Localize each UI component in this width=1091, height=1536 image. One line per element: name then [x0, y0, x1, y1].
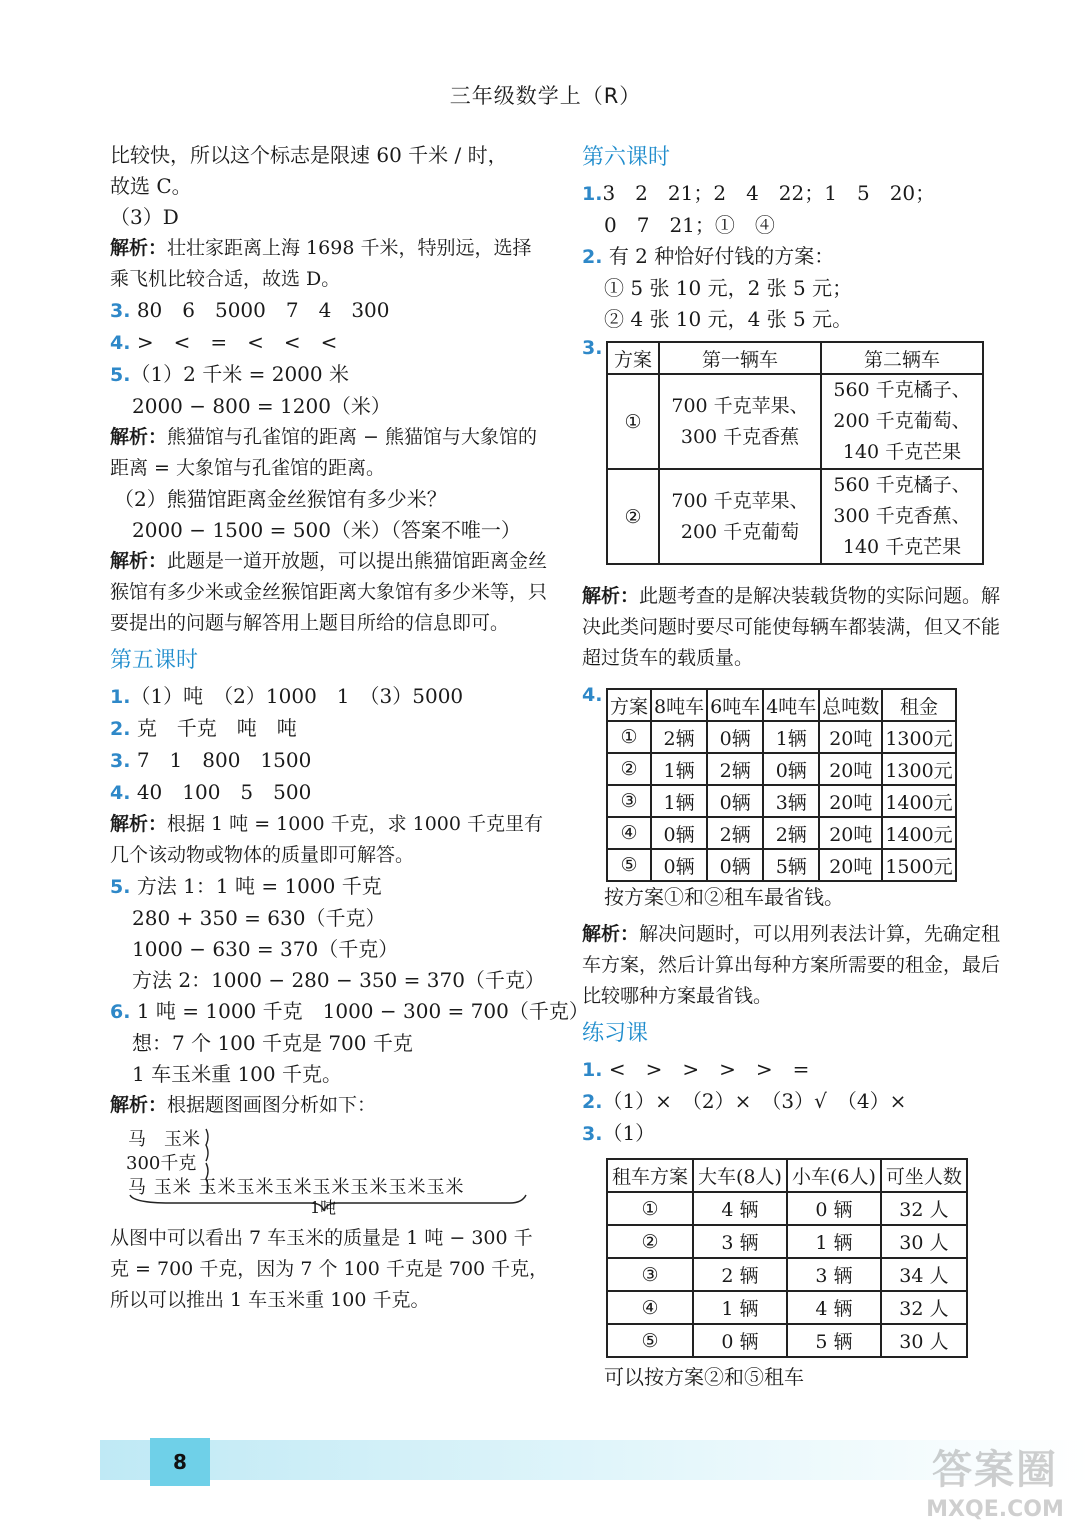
table-cell: 0 辆	[693, 1324, 787, 1357]
analysis-text: 此题考查的是解决装载货物的实际问题。解决此类问题时要尽可能使每辆车都装满，但又不能超过货车的载质量。	[582, 585, 1001, 669]
table-cell: ⑤	[607, 849, 651, 881]
table-cell: 32 人	[881, 1291, 967, 1324]
analysis-label: 解析：	[110, 426, 168, 448]
question-number: 6.	[110, 1001, 131, 1023]
table-header: 8吨车	[651, 689, 707, 721]
diagram-mid-label: 300千克	[126, 1153, 197, 1174]
analysis-text: 熊猫馆与孔雀馆的距离 − 熊猫馆与大象馆的距离 = 大象馆与孔雀馆的距离。	[110, 426, 538, 479]
table-cell: 2辆	[707, 817, 763, 849]
table-row	[607, 785, 956, 817]
table-header: 大车(8人)	[693, 1159, 787, 1192]
table-cell: 1 辆	[787, 1225, 881, 1258]
answer-line	[110, 713, 550, 745]
table-row	[607, 721, 956, 753]
table-cell: ②	[607, 753, 651, 785]
table-cell: 0 辆	[787, 1192, 881, 1225]
cell-line: 700 千克苹果、	[671, 489, 809, 512]
loading-plan-table	[606, 341, 984, 565]
answer-line: 方法 2：1000 − 280 − 350 = 370（千克）	[132, 968, 545, 992]
answer-text: （1）吨 （2）1000 1 （3）5000	[130, 684, 464, 708]
watermark-text: 答案圈	[932, 1447, 1058, 1493]
table-cell: 1500元	[882, 849, 955, 881]
table-row	[607, 753, 956, 785]
answer-text: 3 2 21；2 4 22；1 5 20；	[602, 181, 936, 205]
analysis-label: 解析：	[110, 813, 168, 835]
table-cell: 30 人	[881, 1324, 967, 1357]
table-header: 租车方案	[607, 1159, 693, 1192]
table-cell: ①	[607, 721, 651, 753]
table-cell: 20吨	[819, 817, 882, 849]
analysis-label: 解析：	[110, 550, 168, 572]
answer-line	[110, 745, 550, 777]
table-header: 小车(6人)	[787, 1159, 881, 1192]
question-number: 1.	[582, 1059, 603, 1081]
table-row	[607, 374, 983, 469]
table-cell: ⑤	[607, 1324, 693, 1357]
table-cell: 0辆	[707, 785, 763, 817]
table-cell: 4 辆	[693, 1192, 787, 1225]
table-block	[582, 1158, 1002, 1358]
answer-line: （2）熊猫馆距离金丝猴馆有多少米？	[114, 487, 447, 511]
page-header: 三年级数学上（R）	[449, 84, 642, 108]
answer-line	[582, 1054, 1002, 1086]
table-header: 总吨数	[819, 689, 882, 721]
question-number: 4.	[110, 332, 131, 354]
cell-line: 300 千克香蕉	[680, 425, 800, 448]
answer-line	[582, 1118, 1002, 1150]
table-row	[607, 817, 956, 849]
analysis-text: 解决问题时，可以用列表法计算，先确定租车方案，然后计算出每种方案所需要的租金，最后比较哪种方案最省钱。	[582, 923, 1001, 1007]
question-number: 2.	[582, 246, 603, 268]
table-row	[607, 1192, 967, 1225]
answer-line: 2000 − 1500 = 500（米）（答案不唯一）	[132, 518, 521, 542]
table-header: 租金	[882, 689, 955, 721]
question-number: 2.	[110, 718, 131, 740]
question-number: 1.	[582, 183, 603, 205]
answer-line: 1000 − 630 = 370（千克）	[132, 937, 399, 961]
answer-text: 7 1 800 1500	[136, 748, 312, 772]
analysis-label: 解析：	[110, 237, 168, 259]
answer-line	[110, 777, 550, 809]
table-cell: 1辆	[651, 785, 707, 817]
table-header: 第二辆车	[821, 342, 983, 374]
cell-line: 300 千克香蕉、	[833, 505, 971, 527]
table-block	[582, 684, 1002, 882]
table-row	[607, 849, 956, 881]
answer-text: （1）× （2）× （3）√ （4）×	[602, 1089, 907, 1113]
text-line: 从图中可以看出 7 车玉米的质量是 1 吨 − 300 千克 = 700 千克，因为 7 个 100 千克是 700 千克，所以可以推出 1 车玉米重 100 千克。	[110, 1227, 549, 1311]
table-cell: ④	[607, 1291, 693, 1324]
right-column	[582, 140, 1002, 1393]
analysis-block	[110, 422, 550, 484]
table-row	[607, 1324, 967, 1357]
analysis-text: 根据 1 吨 = 1000 千克，求 1000 千克里有几个该动物或物体的质量即可解答。	[110, 813, 544, 866]
table-cell: ③	[607, 1258, 693, 1291]
answer-text: 40 100 5 500	[136, 780, 312, 804]
answer-text: > < = < < <	[136, 330, 338, 354]
question-number: 3.	[582, 337, 603, 359]
analysis-block	[110, 1090, 550, 1121]
left-column	[110, 140, 589, 1316]
answer-line: 1 车玉米重 100 千克。	[132, 1062, 342, 1086]
section-title: 第六课时	[582, 145, 671, 170]
question-number: 5.	[110, 876, 131, 898]
answer-line: 想：7 个 100 千克是 700 千克	[132, 1031, 413, 1055]
table-header: 可坐人数	[881, 1159, 967, 1192]
analysis-block	[582, 581, 1002, 674]
table-cell: 1300元	[882, 753, 955, 785]
table-cell: 3 辆	[787, 1258, 881, 1291]
table-cell: 32 人	[881, 1192, 967, 1225]
cell-line: 560 千克橘子、	[833, 474, 971, 496]
analysis-label: 解析：	[582, 923, 640, 945]
table-cell: ①	[607, 1192, 693, 1225]
answer-line: 按方案①和②租车最省钱。	[604, 885, 844, 909]
cell-line: 140 千克芒果	[842, 536, 962, 558]
table-cell: 2辆	[763, 817, 819, 849]
table-cell: 4 辆	[787, 1291, 881, 1324]
table-cell: 1300元	[882, 721, 955, 753]
table-header-row	[607, 689, 956, 721]
answer-line	[582, 1086, 1002, 1118]
answer-line	[110, 871, 550, 903]
table-cell: ④	[607, 817, 651, 849]
table-cell: ②	[607, 469, 659, 564]
table-cell: 20吨	[819, 785, 882, 817]
answer-text: 方法 1：1 吨 = 1000 千克	[136, 874, 382, 898]
analysis-block	[582, 919, 1002, 1012]
table-header: 6吨车	[707, 689, 763, 721]
answer-line: 280 + 350 = 630（千克）	[132, 906, 386, 930]
table-cell: 3辆	[763, 785, 819, 817]
table-cell	[821, 469, 983, 564]
table-cell: 3 辆	[693, 1225, 787, 1258]
analysis-label: 解析：	[110, 1094, 168, 1116]
analysis-block	[110, 233, 550, 295]
table-cell: 0辆	[707, 721, 763, 753]
table-block	[582, 337, 1002, 565]
table-cell: 0辆	[763, 753, 819, 785]
table-cell: 1 辆	[693, 1291, 787, 1324]
answer-text: 1 吨 = 1000 千克 1000 − 300 = 700（千克）	[136, 999, 589, 1023]
table-header: 方案	[607, 689, 651, 721]
diagram-bottom-label: 马 玉米 玉米玉米玉米玉米玉米玉米玉米	[128, 1177, 465, 1198]
answer-line	[110, 295, 550, 327]
analysis-label: 解析：	[582, 585, 640, 607]
answer-text: 克 千克 吨 吨	[136, 716, 297, 740]
table-cell: ②	[607, 1225, 693, 1258]
section-title: 练习课	[582, 1021, 649, 1046]
cell-line: 700 千克苹果、	[671, 394, 809, 417]
question-number: 4.	[110, 782, 131, 804]
answer-line: 0 7 21；① ④	[604, 213, 775, 237]
diagram-total-label: 1吨	[310, 1198, 337, 1217]
table-header: 方案	[607, 342, 659, 374]
table-row	[607, 1225, 967, 1258]
question-number: 3.	[582, 1123, 603, 1145]
cell-line: 140 千克芒果	[842, 441, 962, 463]
table-header-row	[607, 342, 983, 374]
answer-line	[110, 996, 589, 1028]
table-row	[607, 1258, 967, 1291]
table-cell: 1400元	[882, 817, 955, 849]
table-cell: 1400元	[882, 785, 955, 817]
table-cell: 30 人	[881, 1225, 967, 1258]
analysis-block	[110, 809, 550, 871]
cell-line: 560 千克橘子、	[833, 379, 971, 401]
table-cell	[659, 374, 821, 469]
analysis-text: 壮壮家距离上海 1698 千米，特别远，选择乘飞机比较合适，故选 D。	[110, 237, 532, 290]
table-cell: ③	[607, 785, 651, 817]
analysis-block	[110, 546, 550, 639]
table-cell: ①	[607, 374, 659, 469]
question-number: 2.	[582, 1091, 603, 1113]
line-diagram	[110, 1125, 550, 1215]
truck-rental-table	[606, 688, 957, 882]
answer-line: 可以按方案②和⑤租车	[604, 1365, 804, 1389]
text-line: 故选 C。	[110, 174, 192, 198]
table-cell: 5辆	[763, 849, 819, 881]
table-cell	[659, 469, 821, 564]
analysis-text: 根据题图画图分析如下：	[167, 1094, 377, 1116]
watermark-logo	[905, 1445, 1085, 1535]
answer-line	[110, 359, 550, 391]
cell-line: 200 千克葡萄、	[833, 410, 971, 432]
table-cell: 2 辆	[693, 1258, 787, 1291]
table-cell: 1辆	[651, 753, 707, 785]
table-header: 4吨车	[763, 689, 819, 721]
table-cell: 5 辆	[787, 1324, 881, 1357]
table-cell: 0辆	[707, 849, 763, 881]
table-cell: 1辆	[763, 721, 819, 753]
table-cell: 20吨	[819, 721, 882, 753]
table-cell: 2辆	[651, 721, 707, 753]
answer-line: 2000 − 800 = 1200（米）	[132, 394, 391, 418]
diagram-top-label: 马 玉米	[128, 1129, 200, 1150]
text-line: （3）D	[110, 205, 179, 229]
question-number: 3.	[110, 750, 131, 772]
answer-line: ① 5 张 10 元，2 张 5 元；	[604, 276, 853, 300]
text-line: 比较快，所以这个标志是限速 60 千米 / 时，	[110, 143, 508, 167]
section-title: 第五课时	[110, 648, 199, 673]
table-header-row	[607, 1159, 967, 1192]
question-number: 1.	[110, 686, 131, 708]
answer-line	[110, 327, 550, 359]
bus-rental-table	[606, 1158, 968, 1358]
answer-text: 有 2 种恰好付钱的方案：	[608, 244, 835, 268]
question-number: 4.	[582, 684, 603, 706]
table-cell: 20吨	[819, 753, 882, 785]
answer-line	[582, 178, 1002, 210]
watermark-url: MXQE.COM	[926, 1497, 1064, 1522]
table-row	[607, 1291, 967, 1324]
question-number: 5.	[110, 364, 131, 386]
answer-text: < > > > > =	[608, 1057, 810, 1081]
cell-line: 200 千克葡萄	[680, 520, 800, 543]
table-cell: 0辆	[651, 849, 707, 881]
page-number: 8	[150, 1438, 210, 1486]
table-row	[607, 469, 983, 564]
table-header: 第一辆车	[659, 342, 821, 374]
answer-line	[582, 241, 1002, 273]
answer-text: 80 6 5000 7 4 300	[136, 298, 390, 322]
question-number: 3.	[110, 300, 131, 322]
analysis-text: 此题是一道开放题，可以提出熊猫馆距离金丝猴馆有多少米或金丝猴馆距离大象馆有多少米等，只要提出的问题与解答用上题目所给的信息即可。	[110, 550, 548, 634]
table-cell: 2辆	[707, 753, 763, 785]
table-cell: 0辆	[651, 817, 707, 849]
table-cell	[821, 374, 983, 469]
answer-text: （1）2 千米 = 2000 米	[130, 362, 349, 386]
table-cell: 34 人	[881, 1258, 967, 1291]
answer-line: ② 4 张 10 元，4 张 5 元。	[604, 307, 853, 331]
answer-text: （1）	[602, 1121, 656, 1145]
answer-line	[110, 681, 550, 713]
table-cell: 20吨	[819, 849, 882, 881]
